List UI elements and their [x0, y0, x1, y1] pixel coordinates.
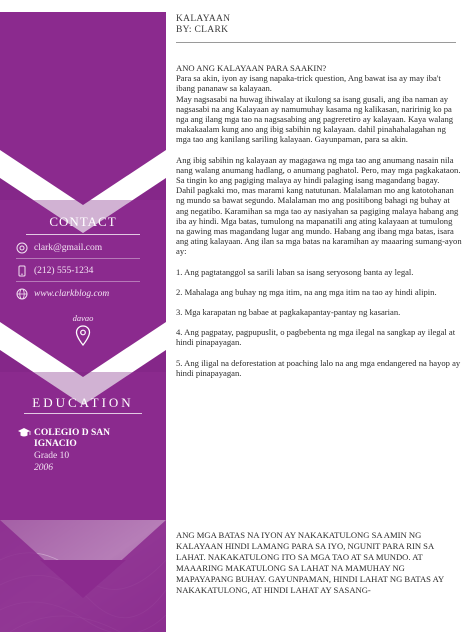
contact-phone-row[interactable] [16, 265, 93, 277]
at-icon [16, 242, 28, 254]
education-divider [24, 413, 142, 414]
globe-icon [16, 288, 28, 300]
law-list-item: 4. Ang pagpatay, pagpupuslit, o pagbebenta ng mga ilegal na sangkap ay ilegal at hindi pinapayagan. [176, 327, 456, 348]
document-title: KALAYAAN [176, 14, 231, 24]
contact-email[interactable]: clark@gmail.com [34, 243, 103, 253]
location-pin-icon [75, 325, 91, 347]
essay-paragraph: Dahil pagkaki mo, mas marami kang natutunan. Malalaman mo ang katotohanan ng mundo sa bawat segundo. Malalaman mo ang positibong bahagi ng buhay at ang negatibo. Karamihan sa mga tao ay nasiyahan sa pagiging malaya habang ang iba ay hindi. Mga batas, tumulong na mapanatili ang ating kalayaan at tumulong na gawing mas magandang lugar ang mundo. Habang ang ibang mga batas, isara ang ating kalayaan. Ang ilan sa mga batas na karamihan ay maaaring sumang-ayon ay: [176, 185, 462, 257]
location-label: davao [72, 313, 94, 323]
divider [16, 281, 140, 282]
closing-paragraph: ANG MGA BATAS NA IYON AY NAKAKATULONG SA AMIN NG KALAYAAN HINDI LAMANG PARA SA IYO, NGUNIT PARA RIN SA LAHAT. NAKAKATULONG ITO SA MGA TAO AT SA MUNDO. AT MAAARING MAKATULONG SA LAHAT NA MAMUHAY NG MAPAYAPANG BUHAY. GAYUNPAMAN, HINDI LAHAT NG BATAS AY NAKAKATULONG, AT HINDI LAHAT AY SASANG- [176, 530, 444, 595]
main-content [176, 14, 462, 378]
education-grade: Grade 10 [34, 451, 70, 461]
essay-paragraph: Para sa akin, iyon ay isang napaka-trick question, Ang bawat isa ay may iba't ibang pananaw sa kalayaan. [176, 73, 441, 94]
law-list-item: 3. Mga karapatan ng babae at pagkakapantay-pantay ng kasarian. [176, 307, 401, 318]
sidebar [0, 0, 166, 632]
divider [16, 258, 140, 259]
law-list-item: 2. Mahalaga ang buhay ng mga itim, na ang mga itim na tao ay hindi alipin. [176, 286, 437, 297]
education-school-line1: COLEGIO D SAN [34, 428, 111, 438]
law-list-item: 1. Ang pagtatanggol sa sarili laban sa isang seryosong banta ay legal. [176, 266, 414, 277]
header-rule [176, 42, 456, 43]
author-line: BY: CLARK [176, 25, 229, 35]
contact-website[interactable]: www.clarkblog.com [34, 289, 110, 299]
essay-question: ANO ANG KALAYAAN PARA SAAKIN? [176, 63, 327, 73]
phone-icon [16, 265, 28, 277]
contact-divider [26, 234, 140, 235]
law-list-item: 5. Ang iligal na deforestation at poaching lalo na ang mga endangered na hayop ay hindi pinapayagan. [176, 357, 461, 378]
education-school [34, 428, 110, 450]
education-school-line2: IGNACIO [34, 439, 77, 449]
essay-body [176, 63, 462, 378]
contact-heading: CONTACT [49, 214, 117, 229]
essay-paragraph: Ang ibig sabihin ng kalayaan ay magagawa ng mga tao ang anumang nasain nila nang walang anumang hadlang, o anumang paghatol. Pero, may mga pagkakataon. Sa tingin ko ang pagiging malaya ay hindi palaging isang magandang bagay. [176, 154, 461, 186]
graduation-cap-icon [17, 427, 31, 439]
education-heading: EDUCATION [32, 395, 134, 410]
contact-website-row[interactable] [16, 288, 109, 300]
contact-email-row[interactable] [16, 242, 102, 254]
contact-phone[interactable]: (212) 555-1234 [34, 266, 94, 276]
education-year: 2006 [34, 463, 53, 473]
essay-paragraph: May nagsasabi na huwag ihiwalay at ikulong sa isang gusali, ang iba naman ay nagsasabi na ang Kalayaan ay namumuhay kasama ng kalikasan, naririnig ko pa nga ang ilang mga tao na nagsasabing ang pagreretiro ay kalayaan. Kaya walang makakaalam kung ano ang ibig sabihin ng kalayaan. dahil pinahahalagahan ng mga tao ang kanilang sariling kalayaan. Gayunpaman, para sa akin. [176, 93, 454, 145]
